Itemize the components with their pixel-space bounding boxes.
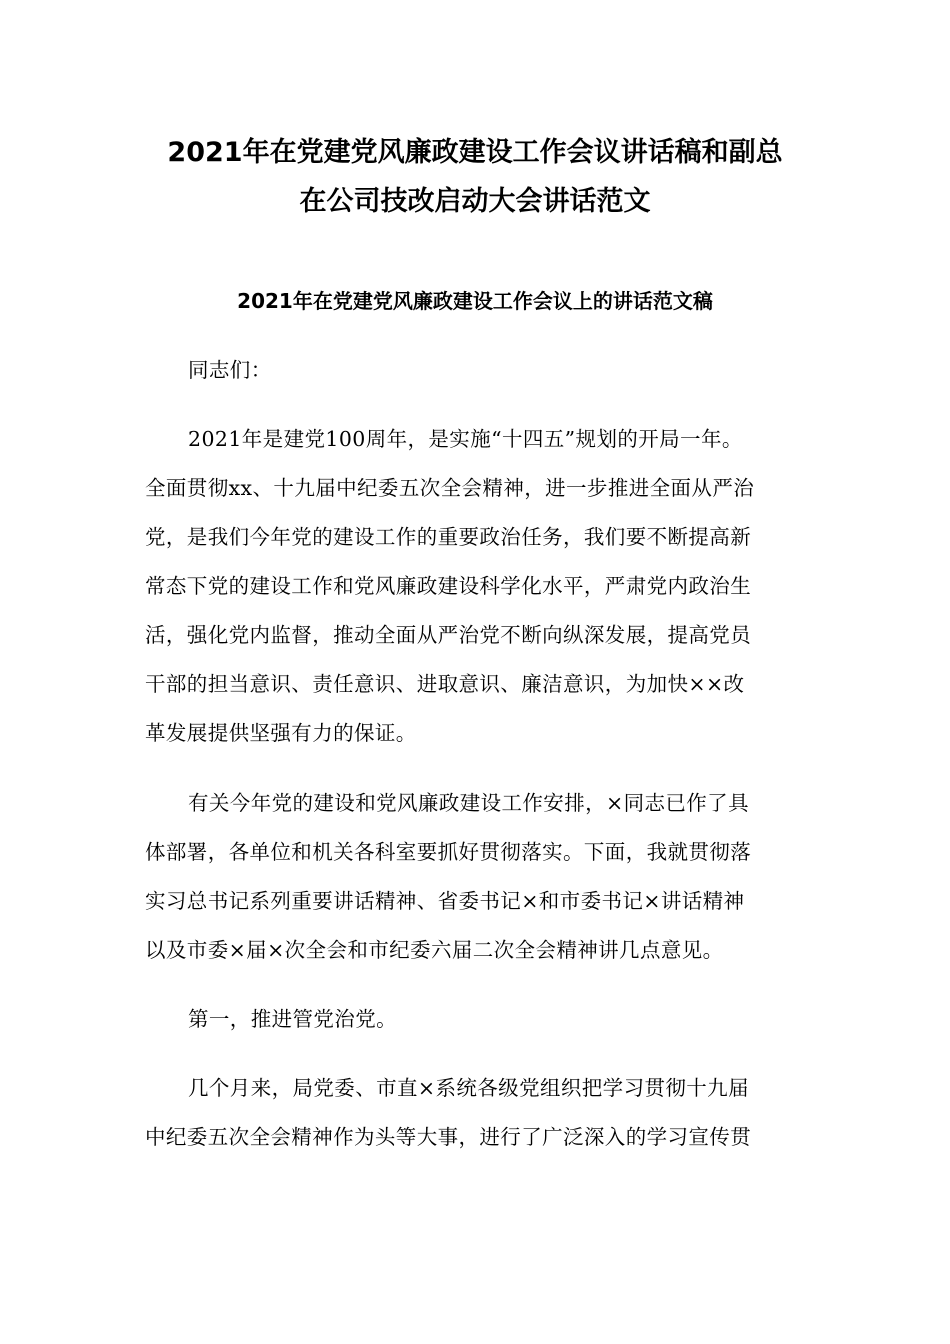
paragraph-2-line: 体部署，各单位和机关各科室要抓好贯彻落实。下面，我就贯彻落 xyxy=(145,840,752,864)
document-title-line-1: 2021年在党建党风廉政建设工作会议讲话稿和副总 xyxy=(167,137,783,168)
paragraph-1-line: 党，是我们今年党的建设工作的重要政治任务，我们要不断提高新 xyxy=(145,525,752,549)
paragraph-3-line: 几个月来，局党委、市直×系统各级党组织把学习贯彻十九届 xyxy=(188,1076,749,1100)
paragraph-1-line: 干部的担当意识、责任意识、进取意识、廉洁意识，为加快××改 xyxy=(145,672,745,696)
paragraph-2-line: 以及市委×届×次全会和市纪委六届二次全会精神讲几点意见。 xyxy=(145,938,724,962)
paragraph-1-line: 革发展提供坚强有力的保证。 xyxy=(145,721,417,745)
salutation: 同志们： xyxy=(188,358,272,382)
paragraph-1-line: 全面贯彻xx、十九届中纪委五次全会精神，进一步推进全面从严治 xyxy=(145,476,755,500)
paragraph-1-line: 活，强化党内监督，推动全面从严治党不断向纵深发展，提高党员 xyxy=(145,623,752,647)
paragraph-2-line: 实习总书记系列重要讲话精神、省委书记×和市委书记×讲话精神 xyxy=(145,889,745,913)
speech-subtitle: 2021年在党建党风廉政建设工作会议上的讲话范文稿 xyxy=(237,289,713,313)
document-title-line-2: 在公司技改启动大会讲话范文 xyxy=(299,186,651,217)
paragraph-3-line: 中纪委五次全会精神作为头等大事，进行了广泛深入的学习宣传贯 xyxy=(145,1125,752,1149)
paragraph-1-line: 常态下党的建设工作和党风廉政建设科学化水平，严肃党内政治生 xyxy=(145,574,752,598)
paragraph-1-line: 2021年是建党100周年，是实施“十四五”规划的开局一年。 xyxy=(188,427,743,451)
section-1-heading: 第一，推进管党治党。 xyxy=(188,1007,397,1031)
paragraph-2-line: 有关今年党的建设和党风廉政建设工作安排，×同志已作了具 xyxy=(188,791,749,815)
